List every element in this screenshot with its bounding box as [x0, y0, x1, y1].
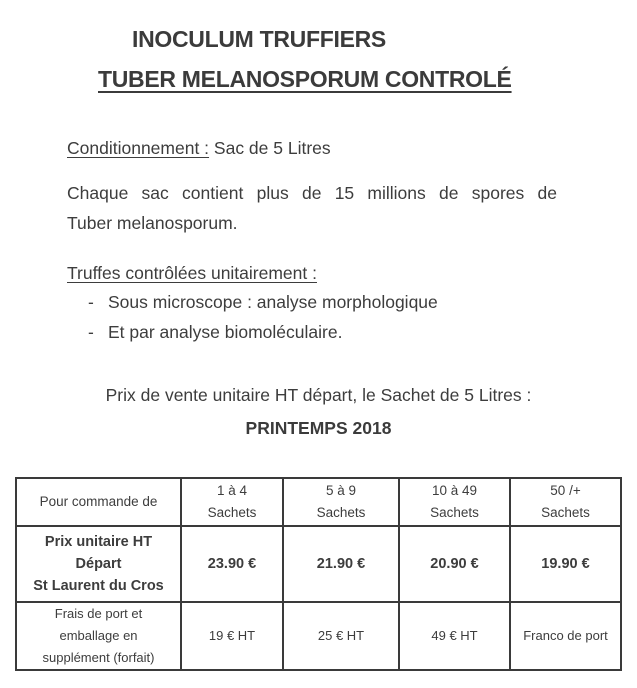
document-title: INOCULUM TRUFFIERS	[132, 26, 386, 52]
control-item	[88, 292, 438, 313]
quantity-cell	[283, 478, 399, 526]
price-table	[15, 477, 622, 671]
packaging-value: Sac de 5 Litres	[209, 138, 331, 158]
price-label-line: Départ	[75, 556, 122, 572]
price-cell: 19.90 €	[510, 526, 621, 602]
price-cell: 20.90 €	[399, 526, 510, 602]
packaging-label: Conditionnement :	[67, 138, 210, 158]
shipping-label-line: supplément (forfait)	[42, 650, 155, 665]
quantity-range: 5 à 9	[325, 483, 357, 498]
price-label-line: St Laurent du Cros	[33, 578, 164, 594]
control-heading: Truffes contrôlées unitairement :	[67, 263, 317, 283]
control-item-text: Sous microscope : analyse morphologique	[108, 292, 438, 312]
bullet-dash: -	[88, 322, 94, 342]
price-cell: 23.90 €	[181, 526, 283, 602]
packaging-line	[67, 138, 331, 159]
order-label-cell: Pour commande de	[16, 478, 181, 526]
quantity-cell	[510, 478, 621, 526]
shipping-label-cell	[16, 602, 181, 670]
bullet-dash: -	[88, 292, 94, 312]
table-row-price	[16, 526, 621, 602]
shipping-cell: 19 € HT	[181, 602, 283, 670]
pricing-season: PRINTEMPS 2018	[245, 418, 392, 438]
description-line-1: Chaque sac contient plus de 15 millions de spores de	[67, 183, 557, 203]
table-header-row	[16, 478, 621, 526]
quantity-unit: Sachets	[316, 505, 366, 520]
pricing-intro: Prix de vente unitaire HT départ, le Sachet de 5 Litres :	[105, 385, 532, 405]
shipping-cell: 25 € HT	[283, 602, 399, 670]
quantity-cell	[399, 478, 510, 526]
table-row-shipping	[16, 602, 621, 670]
price-label-cell	[16, 526, 181, 602]
quantity-cell	[181, 478, 283, 526]
quantity-unit: Sachets	[207, 505, 257, 520]
shipping-label-line: Frais de port et	[54, 606, 143, 621]
price-cell: 21.90 €	[283, 526, 399, 602]
control-item	[88, 322, 342, 343]
shipping-label-line: emballage en	[59, 628, 138, 643]
price-label-line: Prix unitaire HT	[44, 534, 153, 550]
description-line-2: Tuber melanosporum.	[67, 213, 238, 233]
quantity-range: 10 à 49	[431, 483, 478, 498]
shipping-cell: Franco de port	[510, 602, 621, 670]
quantity-unit: Sachets	[430, 505, 479, 520]
quantity-unit: Sachets	[541, 505, 590, 520]
quantity-range: 1 à 4	[216, 483, 248, 498]
document-subtitle: TUBER MELANOSPORUM CONTROLÉ	[98, 66, 512, 92]
control-item-text: Et par analyse biomoléculaire.	[108, 322, 343, 342]
shipping-cell: 49 € HT	[399, 602, 510, 670]
quantity-range: 50 /+	[550, 483, 581, 498]
